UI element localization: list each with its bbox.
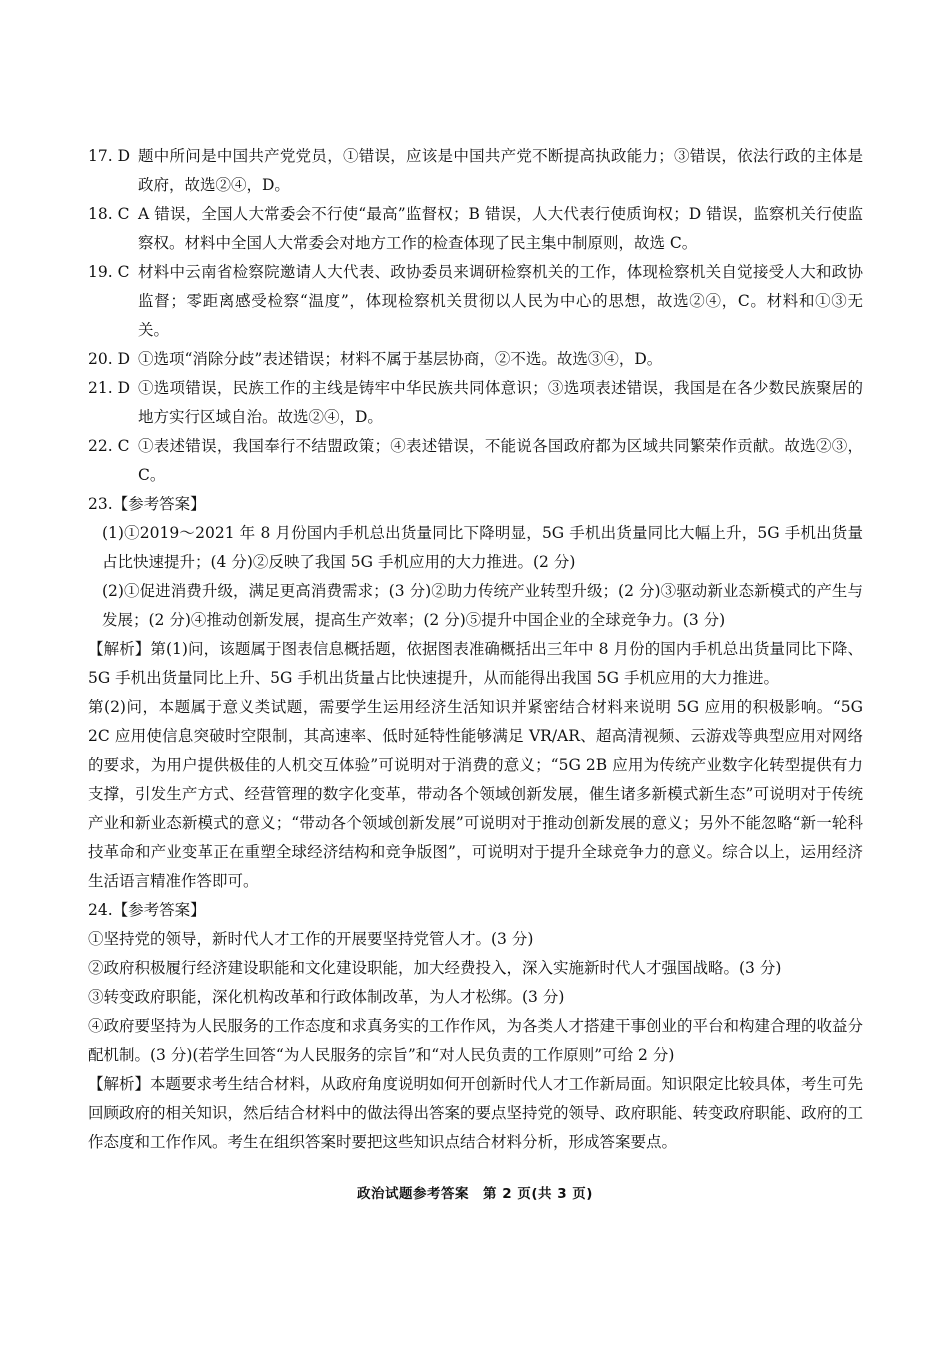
answer-item-17 — [88, 142, 863, 200]
q24-analysis: 【解析】本题要求考生结合材料，从政府角度说明如何开创新时代人才工作新局面。知识限定比较具体，考生可先回顾政府的相关知识，然后结合材料中的做法得出答案的要点坚持党的领导、政府职能、转变政府职能、政府的工作态度和工作作风。考生在组织答案时要把这些知识点结合材料分析，形成答案要点。 — [88, 1075, 864, 1151]
answer-text: ①选项“消除分歧”表述错误；材料不属于基层协商，②不选。故选③④，D。 — [138, 350, 663, 368]
question-number: 22. C — [88, 437, 130, 455]
answer-item-19 — [88, 258, 863, 345]
question-number: 18. C — [88, 205, 130, 223]
answer-item-20 — [88, 345, 863, 374]
answer-text: ①选项错误，民族工作的主线是铸牢中华民族共同体意识；③选项表述错误，我国是在各少数民族聚居的地方实行区域自治。故选②④，D。 — [138, 379, 863, 426]
question-number: 20. D — [88, 350, 131, 368]
q23-answer-2: (2)①促进消费升级，满足更高消费需求；(3 分)②助力传统产业转型升级；(2 分)③驱动新业态新模式的产生与发展；(2 分)④推动创新发展，提高生产效率；(2 分)⑤提升中国企业的全球竞争力。(3 分) — [102, 582, 863, 629]
answer-text: 题中所问是中国共产党党员，①错误，应该是中国共产党不断提高执政能力；③错误，依法行政的主体是政府，故选②④，D。 — [138, 147, 863, 194]
q24-point-4: ④政府要坚持为人民服务的工作态度和求真务实的工作作风，为各类人才搭建干事创业的平台和构建合理的收益分配机制。(3 分)(若学生回答“为人民服务的宗旨”和“对人民负责的工作原则”可给 2 分) — [88, 1017, 864, 1064]
answer-content — [88, 142, 863, 1157]
q23-analysis-2: 第(2)问，本题属于意义类试题，需要学生运用经济生活知识并紧密结合材料来说明 5G 应用的积极影响。“5G 2C 应用使信息突破时空限制，其高速率、低时延特性能够满足 VR/AR、超高清视频、云游戏等典型应用对网络的要求，为用户提供极佳的人机交互体验”可说明对于消费的意义；“5G 2B 应用为传统产业数字化转型提供有力支撑，引发生产方式、经营管理的数字化变革，带动各个领域创新发展，催生诸多新模式新生态”可说明对于传统产业和新业态新模式的意义；“带动各个领域创新发展”可说明对于推动创新发展的意义；另外不能忽略“新一轮科技革命和产业变革正在重塑全球经济结构和竞争版图”，可说明对于提升全球竞争力的意义。综合以上，运用经济生活语言精准作答即可。 — [88, 698, 863, 890]
q24-point-2: ②政府积极履行经济建设职能和文化建设职能，加大经费投入，深入实施新时代人才强国战略。(3 分) — [88, 959, 782, 977]
question-number: 21. D — [88, 379, 131, 397]
question-number: 19. C — [88, 263, 130, 281]
answer-text: A 错误，全国人大常委会不行使“最高”监督权；B 错误，人大代表行使质询权；D 错误，监察机关行使监察权。材料中全国人大常委会对地方工作的检查体现了民主集中制原则，故选 C。 — [138, 205, 863, 252]
page-footer: 政治试题参考答案 第 2 页(共 3 页) — [357, 1186, 593, 1202]
q24-point-1: ①坚持党的领导，新时代人才工作的开展要坚持党管人才。(3 分) — [88, 930, 534, 948]
q24-point-3: ③转变政府职能，深化机构改革和行政体制改革，为人才松绑。(3 分) — [88, 988, 565, 1006]
answer-item-21 — [88, 374, 863, 432]
answer-item-18 — [88, 200, 863, 258]
question-number: 17. D — [88, 147, 131, 165]
answer-text: ①表述错误，我国奉行不结盟政策；④表述错误，不能说各国政府都为区域共同繁荣作贡献。故选②③，C。 — [138, 437, 863, 484]
q24-heading: 24.【参考答案】 — [88, 901, 206, 919]
q23-analysis-1: 【解析】第(1)问，该题属于图表信息概括题，依据图表准确概括出三年中 8 月份的国内手机总出货量同比下降、5G 手机出货量同比上升、5G 手机出货量占比快速提升，从而能得出我国 5G 手机应用的大力推进。 — [88, 640, 863, 687]
answer-item-22 — [88, 432, 863, 490]
answer-text: 材料中云南省检察院邀请人大代表、政协委员来调研检察机关的工作，体现检察机关自觉接受人大和政协监督；零距离感受检察“温度”，体现检察机关贯彻以人民为中心的思想，故选②④，C。材料和①③无关。 — [138, 263, 863, 339]
q23-answer-1: (1)①2019～2021 年 8 月份国内手机总出货量同比下降明显，5G 手机出货量同比大幅上升，5G 手机出货量占比快速提升；(4 分)②反映了我国 5G 手机应用的大力推进。(2 分) — [102, 524, 863, 571]
q23-heading: 23.【参考答案】 — [88, 495, 206, 513]
